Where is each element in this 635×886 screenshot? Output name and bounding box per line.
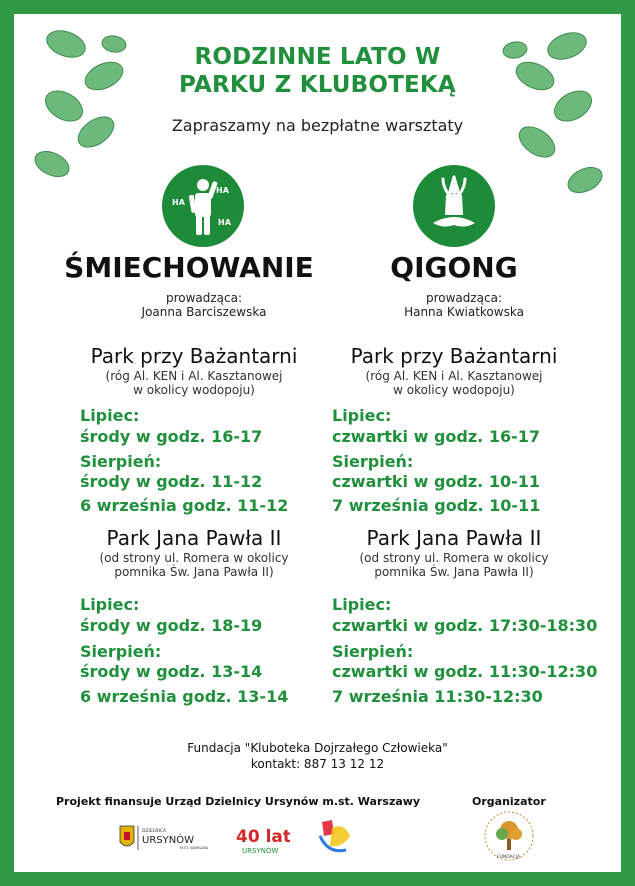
- title-line-2: PARKU Z KLUBOTEKĄ: [179, 72, 456, 98]
- ursynow-district-logo: [118, 822, 208, 854]
- leader-name-2: Hanna Kwiatkowska: [404, 305, 524, 319]
- park-note: (róg Al. KEN i Al. Kasztanowej: [105, 369, 283, 383]
- schedule-month: Sierpień:: [332, 452, 414, 471]
- ha-text-1: HA: [172, 198, 185, 207]
- ursynow-logo-text: URSYNÓW: [142, 835, 194, 846]
- ursynow-logo-sub-text: M.ST. WARSZAWA: [180, 846, 208, 850]
- organizer-label: Organizator: [472, 795, 546, 808]
- leader-label-1: prowadząca:: [165, 291, 243, 305]
- schedule-month: Sierpień:: [80, 642, 162, 661]
- schedule-date: 7 września godz. 10-11: [332, 496, 541, 515]
- meditation-icon: [413, 165, 495, 247]
- contact-info: kontakt: 887 13 12 12: [250, 757, 385, 771]
- schedule-month: Lipiec:: [80, 406, 140, 425]
- laughing-person-icon: [162, 165, 244, 247]
- fundacja-kluboteka-logo: [480, 810, 538, 862]
- title-line-1: RODZINNE LATO W: [194, 44, 441, 70]
- park-note: pomnika Św. Jana Pawła II): [114, 565, 274, 579]
- schedule-time: czwartki w godz. 16-17: [332, 427, 540, 446]
- schedule-time: czwartki w godz. 17:30-18:30: [332, 616, 598, 635]
- schedule-month: Sierpień:: [332, 642, 414, 661]
- ha-text-3: HA: [218, 218, 231, 227]
- activity-title-smiechowanie: ŚMIECHOWANIE: [64, 251, 314, 284]
- schedule-time: środy w godz. 11-12: [80, 472, 263, 491]
- park-title: Park przy Bażantarni: [90, 344, 298, 368]
- subtitle: Zapraszamy na bezpłatne warsztaty: [171, 116, 464, 135]
- schedule-date: 7 września 11:30-12:30: [332, 687, 543, 706]
- leaves-left-decoration: [14, 14, 134, 204]
- schedule-date: 6 września godz. 11-12: [80, 496, 289, 515]
- park-title: Park Jana Pawła II: [106, 526, 282, 550]
- park-note: w okolicy wodopoju): [133, 383, 255, 397]
- park-note: (od strony ul. Romera w okolicy: [99, 551, 289, 565]
- ursynow-40-years-logo: [232, 820, 290, 856]
- program-logo: [314, 818, 360, 858]
- leader-name-1: Joanna Barciszewska: [141, 305, 267, 319]
- schedule-time: środy w godz. 16-17: [80, 427, 263, 446]
- schedule-month: Lipiec:: [332, 406, 392, 425]
- park-note: (róg Al. KEN i Al. Kasztanowej: [365, 369, 543, 383]
- foundation-name: Fundacja "Kluboteka Dojrzałego Człowieka": [187, 741, 448, 755]
- leader-label-2: prowadząca:: [425, 291, 503, 305]
- fundacja-logo-text: FUNDACJA: [497, 855, 521, 860]
- schedule-month: Lipiec:: [332, 595, 392, 614]
- anniversary-logo-sub-text: URSYNÓW: [242, 847, 279, 855]
- anniversary-logo-text: 40 lat: [236, 827, 290, 847]
- ha-text-2: HA: [216, 186, 229, 195]
- schedule-date: 6 września godz. 13-14: [80, 687, 289, 706]
- park-title: Park Jana Pawła II: [366, 526, 542, 550]
- park-note: w okolicy wodopoju): [393, 383, 515, 397]
- schedule-month: Sierpień:: [80, 452, 162, 471]
- park-title: Park przy Bażantarni: [350, 344, 558, 368]
- schedule-month: Lipiec:: [80, 595, 140, 614]
- schedule-time: czwartki w godz. 10-11: [332, 472, 540, 491]
- activity-title-qigong: QIGONG: [390, 251, 518, 284]
- financing-note: Projekt finansuje Urząd Dzielnicy Ursynów m.st. Warszawy: [56, 795, 421, 808]
- park-note: (od strony ul. Romera w okolicy: [359, 551, 549, 565]
- schedule-time: czwartki w godz. 11:30-12:30: [332, 662, 598, 681]
- schedule-time: środy w godz. 13-14: [80, 662, 263, 681]
- schedule-time: środy w godz. 18-19: [80, 616, 263, 635]
- poster: [14, 14, 621, 872]
- ursynow-logo-small-text: DZIELNICA: [142, 829, 167, 834]
- park-note: pomnika Św. Jana Pawła II): [374, 565, 534, 579]
